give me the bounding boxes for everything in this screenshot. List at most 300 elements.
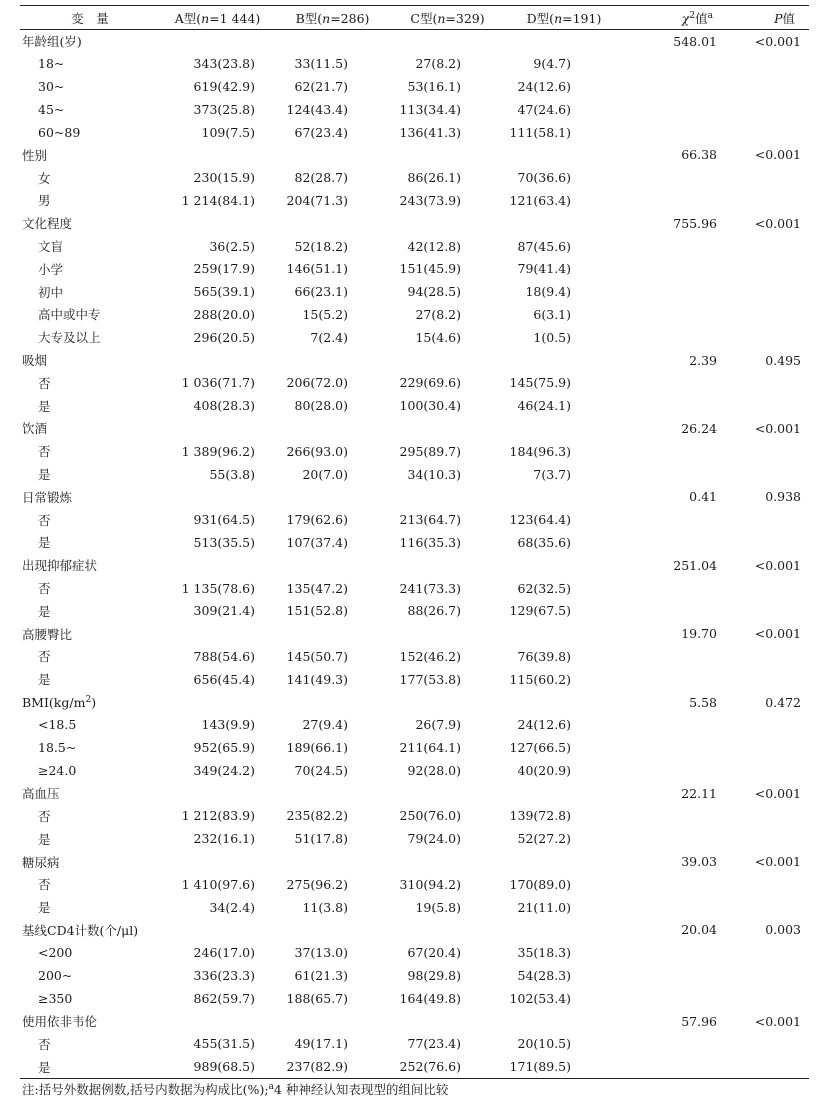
cell-chi-square xyxy=(623,189,723,212)
cell-group-d: 76(39.8) xyxy=(517,648,571,664)
cell-p-value: <0.001 xyxy=(754,854,801,870)
category-label: 日常锻炼 xyxy=(22,489,73,505)
cell-p-value xyxy=(723,599,809,622)
cell-group-c xyxy=(390,691,505,714)
subgroup-label: 是 xyxy=(38,398,51,414)
cell-group-c xyxy=(390,554,505,577)
cell-group-d: 111(58.1) xyxy=(509,124,571,140)
cell-group-b: 37(13.0) xyxy=(294,945,348,961)
subgroup-label: 45~ xyxy=(38,101,65,117)
table-row xyxy=(20,394,809,417)
cell-p-value xyxy=(723,1055,809,1078)
cell-group-c xyxy=(390,212,505,235)
cell-group-a xyxy=(160,554,275,577)
cell-group-b: 67(23.4) xyxy=(294,124,348,140)
cell-group-c: 42(12.8) xyxy=(407,238,461,254)
cell-group-c xyxy=(390,485,505,508)
cell-group-b: 82(28.7) xyxy=(294,170,348,186)
cell-p-value: <0.001 xyxy=(754,557,801,573)
cell-group-c xyxy=(390,919,505,942)
category-row xyxy=(20,417,809,440)
cell-p-value xyxy=(723,463,809,486)
subgroup-label: 否 xyxy=(38,1036,51,1052)
cell-chi-square xyxy=(623,668,723,691)
cell-group-c: 229(69.6) xyxy=(399,375,461,391)
table-header xyxy=(20,6,809,30)
cell-group-b: 11(3.8) xyxy=(302,899,348,915)
cell-group-a: 288(20.0) xyxy=(193,306,255,322)
cell-group-b: 124(43.4) xyxy=(286,101,348,117)
subgroup-label: <200 xyxy=(38,945,73,961)
cell-p-value xyxy=(723,303,809,326)
subgroup-label: 否 xyxy=(38,444,51,460)
cell-chi-square: 66.38 xyxy=(681,147,717,163)
category-label: 基线CD4计数(个/μl) xyxy=(22,922,139,938)
cell-group-c: 94(28.5) xyxy=(407,284,461,300)
cell-chi-square xyxy=(623,121,723,144)
cell-group-d: 46(24.1) xyxy=(517,398,571,414)
cell-group-a: 109(7.5) xyxy=(201,124,255,140)
subgroup-label: 初中 xyxy=(38,284,64,300)
category-label: 糖尿病 xyxy=(22,854,60,870)
cell-p-value xyxy=(723,394,809,417)
cell-chi-square: 26.24 xyxy=(681,420,717,436)
cell-chi-square xyxy=(623,52,723,75)
cell-group-a xyxy=(160,691,275,714)
cell-group-a: 408(28.3) xyxy=(193,398,255,414)
cell-p-value: <0.001 xyxy=(754,147,801,163)
cell-group-a: 230(15.9) xyxy=(193,170,255,186)
cell-group-d: 121(63.4) xyxy=(509,192,571,208)
table-row xyxy=(20,52,809,75)
cell-group-a: 232(16.1) xyxy=(193,831,255,847)
table-row xyxy=(20,645,809,668)
cell-group-b: 206(72.0) xyxy=(286,375,348,391)
category-row xyxy=(20,143,809,166)
cell-chi-square xyxy=(623,987,723,1010)
cell-group-b xyxy=(275,143,390,166)
cell-p-value: <0.001 xyxy=(754,420,801,436)
subgroup-label: 是 xyxy=(38,900,51,916)
cell-p-value: 0.472 xyxy=(765,694,801,710)
category-label: 吸烟 xyxy=(22,353,48,369)
table-row xyxy=(20,531,809,554)
cell-group-d: 170(89.0) xyxy=(509,876,571,892)
cell-group-b xyxy=(275,1010,390,1033)
cell-group-d xyxy=(505,417,623,440)
cell-p-value xyxy=(723,280,809,303)
subgroup-label: 18.5~ xyxy=(38,740,77,756)
cell-group-a: 1 212(83.9) xyxy=(181,808,255,824)
cell-group-d xyxy=(505,554,623,577)
cell-chi-square xyxy=(623,1055,723,1078)
cell-group-c: 252(76.6) xyxy=(399,1059,461,1074)
cell-group-b: 27(9.4) xyxy=(302,717,348,733)
subgroup-label: 否 xyxy=(38,877,51,893)
subgroup-label: 否 xyxy=(38,649,51,665)
cell-group-d: 129(67.5) xyxy=(509,603,571,619)
cell-group-a: 143(9.9) xyxy=(201,717,255,733)
cell-p-value xyxy=(723,440,809,463)
cell-group-d: 52(27.2) xyxy=(517,831,571,847)
category-row xyxy=(20,349,809,372)
cell-chi-square xyxy=(623,941,723,964)
cell-group-d: 139(72.8) xyxy=(509,808,571,824)
cell-group-d xyxy=(505,212,623,235)
cell-group-b xyxy=(275,212,390,235)
cell-group-c: 295(89.7) xyxy=(399,443,461,459)
cell-p-value xyxy=(723,964,809,987)
cell-group-b: 15(5.2) xyxy=(302,306,348,322)
category-label: 高腰臀比 xyxy=(22,626,73,642)
category-label: 性别 xyxy=(22,147,48,163)
cell-group-c: 27(8.2) xyxy=(415,306,461,322)
cell-chi-square xyxy=(623,827,723,850)
cell-chi-square xyxy=(623,736,723,759)
cell-group-b xyxy=(275,485,390,508)
cell-group-a: 343(23.8) xyxy=(193,56,255,72)
cell-p-value xyxy=(723,759,809,782)
category-label: 文化程度 xyxy=(22,216,73,232)
cell-group-d: 171(89.5) xyxy=(509,1059,571,1074)
cell-group-b xyxy=(275,554,390,577)
cell-group-c: 136(41.3) xyxy=(399,124,461,140)
cell-p-value xyxy=(723,873,809,896)
cell-group-c: 67(20.4) xyxy=(407,945,461,961)
cell-group-a: 656(45.4) xyxy=(193,671,255,687)
cell-group-c: 98(29.8) xyxy=(407,968,461,984)
cell-group-a xyxy=(160,850,275,873)
table-row xyxy=(20,827,809,850)
table-row xyxy=(20,280,809,303)
table-row xyxy=(20,736,809,759)
cell-chi-square xyxy=(623,805,723,828)
cell-group-c: 86(26.1) xyxy=(407,170,461,186)
table-row xyxy=(20,75,809,98)
cell-group-b: 7(2.4) xyxy=(310,329,348,345)
cell-group-c xyxy=(390,143,505,166)
cell-group-c xyxy=(390,30,505,53)
subgroup-label: 是 xyxy=(38,535,51,551)
category-label-sup: 2 xyxy=(85,694,92,705)
cell-group-c xyxy=(390,1010,505,1033)
cell-group-d: 47(24.6) xyxy=(517,101,571,117)
category-row xyxy=(20,622,809,645)
category-row xyxy=(20,691,809,714)
cell-chi-square xyxy=(623,440,723,463)
subgroup-label: 女 xyxy=(38,170,51,186)
subgroup-label: 大专及以上 xyxy=(38,330,101,346)
cell-chi-square xyxy=(623,645,723,668)
cell-group-d: 79(41.4) xyxy=(517,261,571,277)
cell-chi-square xyxy=(623,896,723,919)
cell-group-d xyxy=(505,143,623,166)
cell-group-d: 68(35.6) xyxy=(517,534,571,550)
cell-group-b: 80(28.0) xyxy=(294,398,348,414)
subgroup-label: 否 xyxy=(38,581,51,597)
cell-group-a: 309(21.4) xyxy=(193,603,255,619)
cell-group-d xyxy=(505,919,623,942)
table-row xyxy=(20,759,809,782)
cell-p-value xyxy=(723,166,809,189)
cell-p-value xyxy=(723,577,809,600)
cell-p-value: 0.495 xyxy=(765,352,801,368)
cell-group-a: 1 410(97.6) xyxy=(181,876,255,892)
category-row xyxy=(20,30,809,53)
cell-group-b xyxy=(275,30,390,53)
cell-group-b: 145(50.7) xyxy=(286,648,348,664)
cell-group-c: 26(7.9) xyxy=(415,717,461,733)
cell-group-b: 33(11.5) xyxy=(294,56,348,72)
cell-group-d: 6(3.1) xyxy=(533,306,571,322)
cell-group-d: 123(64.4) xyxy=(509,512,571,528)
cell-group-a: 349(24.2) xyxy=(193,762,255,778)
category-row xyxy=(20,554,809,577)
cell-p-value: <0.001 xyxy=(754,1013,801,1029)
subgroup-label: 男 xyxy=(38,193,51,209)
cell-p-value xyxy=(723,941,809,964)
cell-group-a xyxy=(160,919,275,942)
cell-chi-square xyxy=(623,1033,723,1056)
cell-group-a: 1 214(84.1) xyxy=(181,192,255,208)
subgroup-label: 18~ xyxy=(38,56,65,72)
cell-chi-square xyxy=(623,873,723,896)
cell-group-b: 51(17.8) xyxy=(294,831,348,847)
header-group-b: B型(n=286) xyxy=(295,10,370,26)
category-label-tail: ) xyxy=(91,694,97,710)
table-row xyxy=(20,713,809,736)
cell-group-c: 250(76.0) xyxy=(399,808,461,824)
cell-group-a xyxy=(160,622,275,645)
cell-p-value: <0.001 xyxy=(754,33,801,49)
cell-group-b: 146(51.1) xyxy=(286,261,348,277)
cell-group-c: 19(5.8) xyxy=(415,899,461,915)
cell-chi-square xyxy=(623,964,723,987)
cell-group-a: 296(20.5) xyxy=(193,329,255,345)
cell-group-c: 92(28.0) xyxy=(407,762,461,778)
cell-group-d: 21(11.0) xyxy=(517,899,571,915)
cell-group-d xyxy=(505,349,623,372)
cell-group-a: 455(31.5) xyxy=(193,1036,255,1052)
cell-p-value: <0.001 xyxy=(754,215,801,231)
subgroup-label: <18.5 xyxy=(38,717,77,733)
cell-chi-square xyxy=(623,98,723,121)
cell-p-value xyxy=(723,531,809,554)
cell-group-b: 141(49.3) xyxy=(286,671,348,687)
table-row xyxy=(20,508,809,531)
cell-p-value xyxy=(723,508,809,531)
cell-group-d: 54(28.3) xyxy=(517,968,571,984)
cell-p-value xyxy=(723,987,809,1010)
cell-group-b: 188(65.7) xyxy=(286,990,348,1006)
table-row xyxy=(20,941,809,964)
cell-chi-square xyxy=(623,257,723,280)
category-label: 出现抑郁症状 xyxy=(22,558,98,574)
subgroup-label: 文盲 xyxy=(38,239,64,255)
cell-chi-square: 57.96 xyxy=(681,1013,717,1029)
table-row xyxy=(20,463,809,486)
cell-p-value xyxy=(723,371,809,394)
cell-chi-square: 755.96 xyxy=(673,215,717,231)
cell-p-value: <0.001 xyxy=(754,626,801,642)
cell-group-c: 241(73.3) xyxy=(399,580,461,596)
cell-chi-square xyxy=(623,463,723,486)
cell-chi-square xyxy=(623,759,723,782)
cell-group-a: 1 389(96.2) xyxy=(181,443,255,459)
cell-group-b: 237(82.9) xyxy=(286,1059,348,1074)
cell-group-b: 266(93.0) xyxy=(286,443,348,459)
cell-p-value xyxy=(723,235,809,258)
subgroup-label: 是 xyxy=(38,1059,51,1075)
cell-group-a: 336(23.3) xyxy=(193,968,255,984)
cell-group-d: 127(66.5) xyxy=(509,740,571,756)
header-chi-square: $\chi^2$值$^a$ xyxy=(681,10,713,26)
cell-group-a: 931(64.5) xyxy=(193,512,255,528)
cell-p-value: <0.001 xyxy=(754,785,801,801)
cell-group-d xyxy=(505,691,623,714)
cell-group-b xyxy=(275,919,390,942)
cell-group-a xyxy=(160,1010,275,1033)
cell-group-d: 145(75.9) xyxy=(509,375,571,391)
cell-p-value xyxy=(723,736,809,759)
cell-group-a: 34(2.4) xyxy=(209,899,255,915)
subgroup-label: 高中或中专 xyxy=(38,307,101,323)
cell-chi-square xyxy=(623,713,723,736)
table-row xyxy=(20,577,809,600)
cell-chi-square: 2.39 xyxy=(689,352,717,368)
cell-chi-square: 39.03 xyxy=(681,854,717,870)
subgroup-label: 200~ xyxy=(38,968,73,984)
table-row xyxy=(20,303,809,326)
cell-group-b xyxy=(275,417,390,440)
cell-group-b: 107(37.4) xyxy=(286,534,348,550)
header-group-d: D型(n=191) xyxy=(526,10,602,26)
cell-group-b xyxy=(275,782,390,805)
cell-group-b: 204(71.3) xyxy=(286,192,348,208)
cell-group-a: 565(39.1) xyxy=(193,284,255,300)
cell-p-value xyxy=(723,257,809,280)
subgroup-label: 是 xyxy=(38,672,51,688)
cell-chi-square: 5.58 xyxy=(689,694,717,710)
cell-p-value xyxy=(723,52,809,75)
header-group-a: A型(n=1 444) xyxy=(174,10,261,26)
cell-group-b xyxy=(275,622,390,645)
cell-group-d: 7(3.7) xyxy=(533,466,571,482)
cell-p-value xyxy=(723,326,809,349)
cell-group-b xyxy=(275,850,390,873)
cell-group-c xyxy=(390,782,505,805)
cell-group-d xyxy=(505,782,623,805)
cell-group-c: 151(45.9) xyxy=(399,261,461,277)
cell-p-value xyxy=(723,121,809,144)
table-footnote: 注:括号外数据例数,括号内数据为构成比(%);$^a$4 种神经认知表现型的组间比较 xyxy=(22,1081,449,1097)
cell-group-c: 113(34.4) xyxy=(399,101,461,117)
cell-chi-square xyxy=(623,599,723,622)
cell-group-a: 246(17.0) xyxy=(193,945,255,961)
cell-group-b: 151(52.8) xyxy=(286,603,348,619)
cell-chi-square: 251.04 xyxy=(673,557,717,573)
subgroup-label: 否 xyxy=(38,375,51,391)
cell-chi-square xyxy=(623,75,723,98)
cell-group-d: 115(60.2) xyxy=(509,671,571,687)
cell-group-b: 189(66.1) xyxy=(286,740,348,756)
cell-group-a xyxy=(160,485,275,508)
category-row xyxy=(20,919,809,942)
table-row xyxy=(20,371,809,394)
table-row xyxy=(20,1055,809,1078)
category-row xyxy=(20,212,809,235)
subgroup-label: 是 xyxy=(38,603,51,619)
cell-p-value xyxy=(723,189,809,212)
cell-chi-square: 19.70 xyxy=(681,626,717,642)
cell-p-value xyxy=(723,645,809,668)
cell-group-a: 259(17.9) xyxy=(193,261,255,277)
category-row xyxy=(20,1010,809,1033)
data-table xyxy=(20,5,809,1079)
table-row xyxy=(20,873,809,896)
cell-group-d: 62(32.5) xyxy=(517,580,571,596)
cell-chi-square: 22.11 xyxy=(681,785,717,801)
table-body xyxy=(20,30,809,1079)
cell-group-b: 179(62.6) xyxy=(286,512,348,528)
subgroup-label: 否 xyxy=(38,808,51,824)
cell-group-a xyxy=(160,782,275,805)
cell-p-value xyxy=(723,75,809,98)
table-row xyxy=(20,98,809,121)
cell-chi-square xyxy=(623,303,723,326)
header-group-c: C型(n=329) xyxy=(410,10,485,26)
cell-group-d xyxy=(505,30,623,53)
cell-group-a xyxy=(160,212,275,235)
table-row xyxy=(20,1033,809,1056)
cell-group-c xyxy=(390,417,505,440)
cell-p-value xyxy=(723,1033,809,1056)
category-label-text: BMI(kg/m xyxy=(22,694,86,710)
cell-group-c: 177(53.8) xyxy=(399,671,461,687)
cell-chi-square: 20.04 xyxy=(681,922,717,938)
cell-group-a: 1 135(78.6) xyxy=(181,580,255,596)
cell-group-c: 243(73.9) xyxy=(399,192,461,208)
cell-chi-square: 0.41 xyxy=(689,489,717,505)
cell-group-a xyxy=(160,30,275,53)
category-label: 饮酒 xyxy=(22,421,48,437)
cell-chi-square xyxy=(623,531,723,554)
cell-group-c: 77(23.4) xyxy=(407,1036,461,1052)
cell-group-d xyxy=(505,850,623,873)
cell-group-d: 70(36.6) xyxy=(517,170,571,186)
cell-chi-square xyxy=(623,280,723,303)
subgroup-label: 是 xyxy=(38,831,51,847)
cell-group-d: 20(10.5) xyxy=(517,1036,571,1052)
cell-group-a: 1 036(71.7) xyxy=(181,375,255,391)
cell-group-a: 513(35.5) xyxy=(193,534,255,550)
cell-p-value xyxy=(723,668,809,691)
cell-group-b: 235(82.2) xyxy=(286,808,348,824)
cell-group-b: 52(18.2) xyxy=(294,238,348,254)
cell-group-a xyxy=(160,143,275,166)
cell-p-value: 0.938 xyxy=(765,489,801,505)
cell-group-c: 310(94.2) xyxy=(399,876,461,892)
cell-group-c: 116(35.3) xyxy=(399,534,461,550)
cell-group-b xyxy=(275,691,390,714)
cell-group-c xyxy=(390,622,505,645)
cell-group-b: 275(96.2) xyxy=(286,876,348,892)
category-row xyxy=(20,850,809,873)
cell-chi-square xyxy=(623,326,723,349)
table-row xyxy=(20,805,809,828)
cell-group-c: 152(46.2) xyxy=(399,648,461,664)
cell-group-c: 213(64.7) xyxy=(399,512,461,528)
